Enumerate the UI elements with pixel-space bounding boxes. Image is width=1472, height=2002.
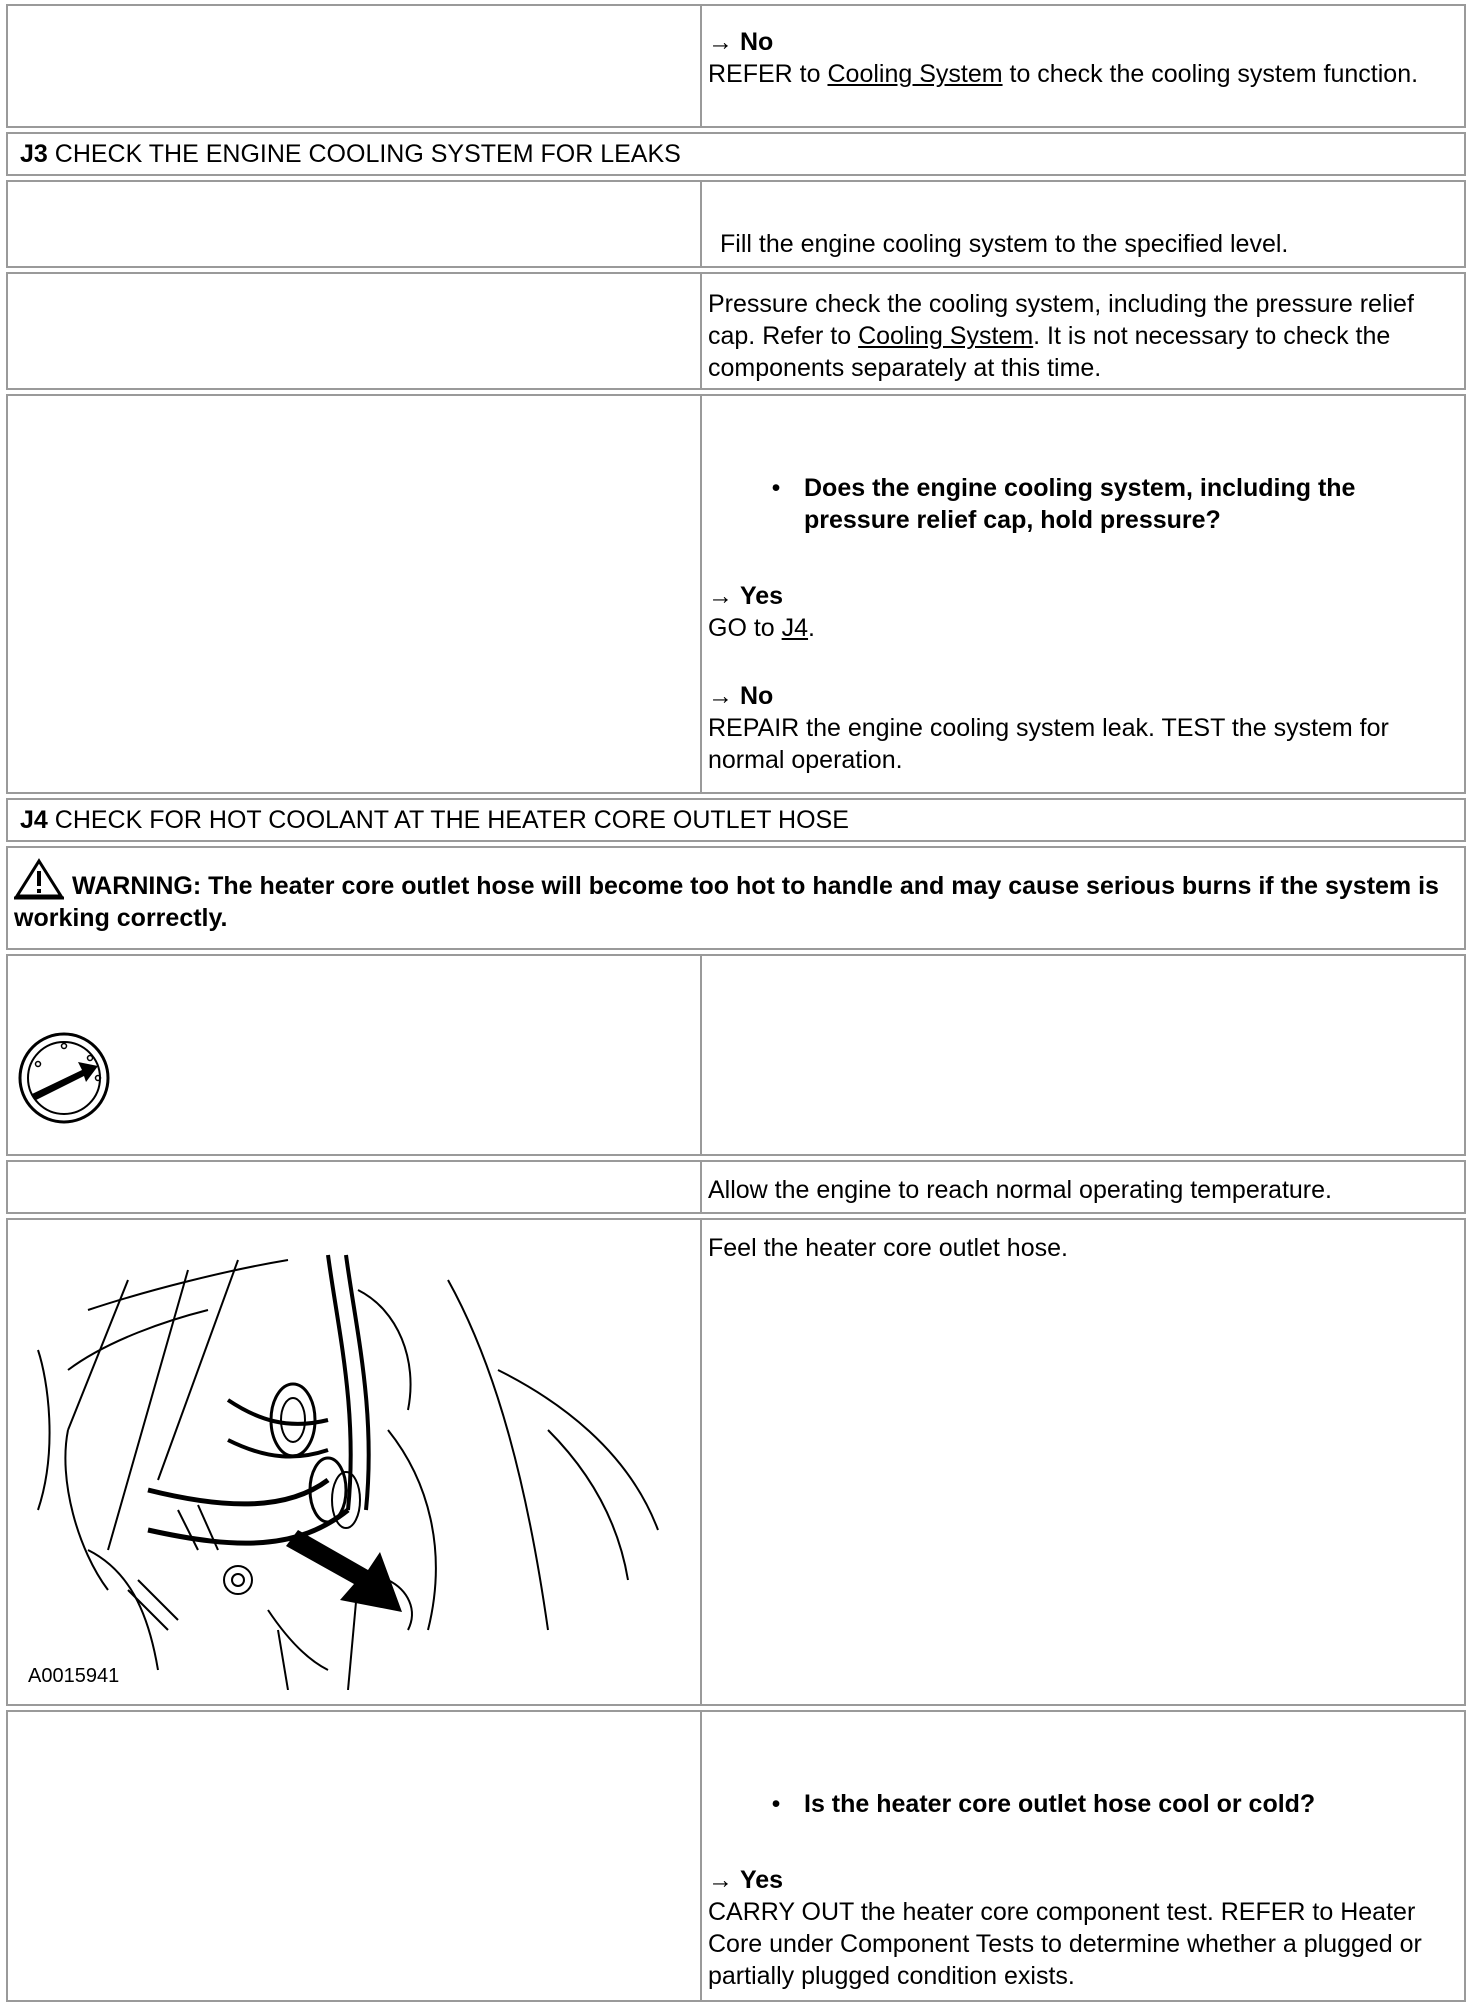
empty-cell <box>8 1162 702 1212</box>
step-row <box>6 272 1466 390</box>
warning-text: WARNING: The heater core outlet hose will become too hot to handle and may cause serious burns if the system is working correctly. <box>14 858 1456 934</box>
cooling-system-link[interactable]: Cooling System <box>827 60 1003 88</box>
yes-label: Yes <box>739 1866 784 1894</box>
yes-result: CARRY OUT the heater core component test. REFER to Heater Core under Component Tests to determine whether a plugged or partially plugged condition exists. <box>708 1898 1422 1990</box>
cooling-system-link[interactable]: Cooling System <box>858 322 1034 350</box>
step-text: Fill the engine cooling system to the specified level. <box>720 230 1289 258</box>
result-text: REFER to Cooling System to check the cooling system function. <box>708 60 1419 88</box>
icon-row <box>6 954 1466 1156</box>
result-row <box>6 4 1466 128</box>
empty-cell <box>702 956 1464 1154</box>
ignition-switch-icon <box>16 1030 112 1126</box>
empty-cell <box>8 274 702 388</box>
question-row <box>6 394 1466 794</box>
step-text: Allow the engine to reach normal operating temperature. <box>708 1176 1332 1204</box>
step-text: Pressure check the cooling system, including the pressure relief cap. Refer to Cooling System. It is not necessary to check the components separately at this time. <box>708 290 1414 382</box>
step-header-j3 <box>6 132 1466 176</box>
result-cell <box>702 6 1464 126</box>
step-header-j4 <box>6 798 1466 842</box>
warning-row <box>6 846 1466 950</box>
bullet-icon: • <box>771 1790 781 1818</box>
empty-cell <box>8 182 702 266</box>
step-code: J4 <box>20 806 48 834</box>
arrow-icon: → <box>708 682 733 710</box>
step-row <box>6 180 1466 268</box>
step-title: CHECK THE ENGINE COOLING SYSTEM FOR LEAKS <box>47 140 681 168</box>
empty-cell <box>8 396 702 792</box>
empty-cell <box>8 6 702 126</box>
question-row <box>6 1710 1466 2002</box>
bullet-icon: • <box>771 474 781 502</box>
empty-cell <box>8 1712 702 2000</box>
question-text: Does the engine cooling system, including the pressure relief cap, hold pressure? <box>804 474 1356 534</box>
j4-link[interactable]: J4 <box>781 614 809 642</box>
step-row <box>6 1218 1466 1706</box>
figure-id: A0015941 <box>28 1665 120 1687</box>
yes-result: GO to J4. <box>708 614 815 642</box>
no-result: REPAIR the engine cooling system leak. TEST the system for normal operation. <box>708 714 1389 774</box>
no-label: No <box>739 28 774 56</box>
question-item <box>708 472 1444 536</box>
step-title: CHECK FOR HOT COOLANT AT THE HEATER CORE OUTLET HOSE <box>47 806 849 834</box>
question-item <box>708 1788 1444 1820</box>
arrow-icon: → <box>708 582 733 610</box>
step-code: J3 <box>20 140 48 168</box>
step-text: Feel the heater core outlet hose. <box>708 1234 1068 1262</box>
yes-label: Yes <box>739 582 784 610</box>
no-label: No <box>739 682 774 710</box>
arrow-icon: → <box>708 1866 733 1894</box>
heater-hose-illustration <box>28 1250 668 1690</box>
step-row <box>6 1160 1466 1214</box>
question-text: Is the heater core outlet hose cool or cold? <box>804 1790 1316 1818</box>
arrow-icon: → <box>708 28 733 56</box>
warning-triangle-icon <box>14 858 64 900</box>
